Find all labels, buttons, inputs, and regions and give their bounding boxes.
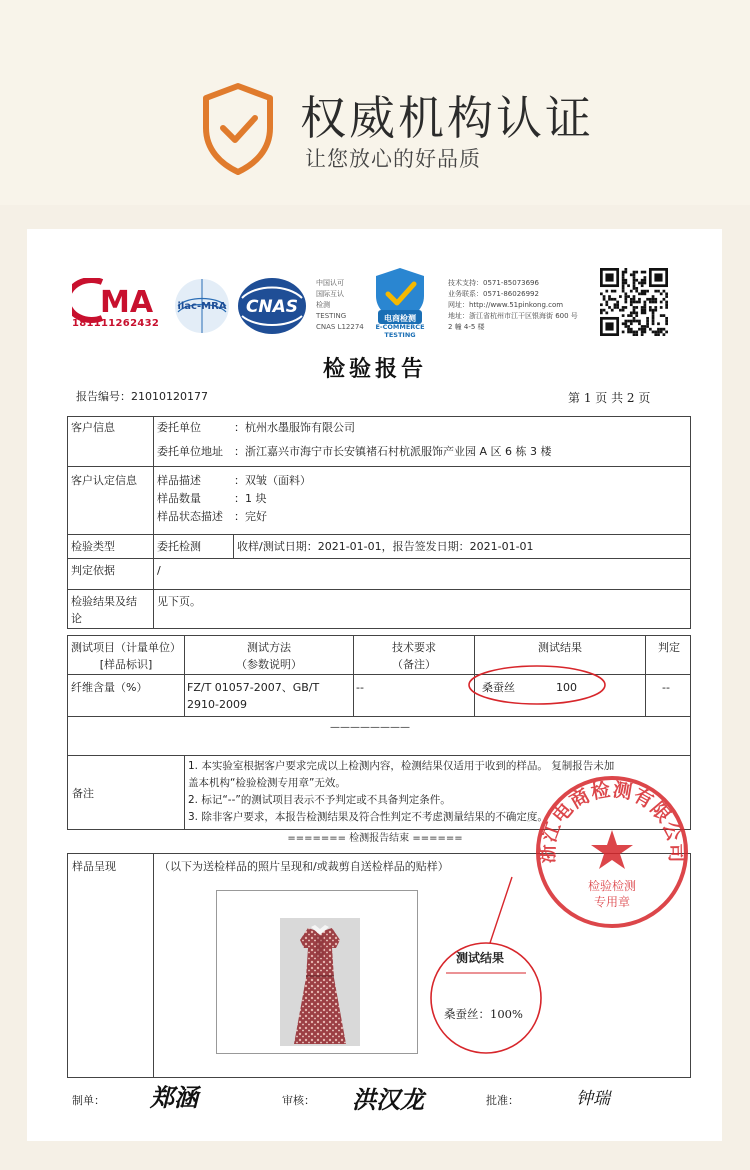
shield-check-icon (200, 82, 276, 176)
result-highlight-circle (466, 663, 608, 707)
ilac-label: ilac-MRA (177, 301, 227, 312)
report-end-line: ======= 检测报告结束 ====== (287, 833, 463, 844)
callout-title: 测试结果 (456, 951, 505, 965)
cnas-logo-icon (236, 276, 308, 336)
reviewer-signature: 洪汉龙 (352, 1085, 424, 1114)
col-item-header: 测试项目（计量单位） [样品标识] (71, 641, 181, 671)
report-number: 报告编号：21010120177 (76, 390, 208, 403)
col-requirement-header: 技术要求 （备注） (392, 641, 436, 671)
approver-signature: 钟瑞 (576, 1089, 610, 1109)
maker-label: 制单： (72, 1094, 105, 1107)
sample-qty-label: 样品数量 (157, 492, 201, 505)
cnas-info: 中国认可 国际互认 检测 TESTING CNAS L12274 (316, 279, 364, 331)
contact-info: 技术支持：0571-85073696 业务联系：0571-86026992 网址：http://www.51pinkong.com 地址：浙江省杭州市江干区银海街 600 号 2 幢 4-5 楼 (448, 279, 578, 331)
sample-state-value: ：完好 (234, 510, 267, 523)
cnas-label: CNAS (245, 297, 299, 317)
test-type-value: 委托检测 (157, 540, 201, 553)
ecom-label: E-COMMERCE TESTING (375, 323, 425, 339)
table-divider: ———————— (330, 722, 410, 733)
cma-number: 181111262432 (72, 318, 160, 329)
client-address-value: ：浙江嘉兴市海宁市长安镇褚石村杭派服饰产业园 A 区 6 栋 3 楼 (234, 445, 552, 458)
client-address-label: 委托单位地址 (157, 445, 223, 458)
row-item: 纤维含量（%） (71, 681, 148, 694)
col-method-header: 测试方法 （参数说明） (236, 641, 302, 671)
client-info-label: 客户信息 (71, 421, 115, 434)
page-indicator: 第 1 页 共 2 页 (568, 391, 651, 405)
maker-signature: 郑涵 (150, 1083, 198, 1112)
page-title: 权威机构认证 (300, 91, 594, 145)
row-method: FZ/T 01057-2007、GB/T 2910-2009 (187, 681, 320, 711)
remarks-label: 备注 (72, 787, 94, 800)
basis-label: 判定依据 (71, 564, 115, 577)
page-subtitle: 让您放心的好品质 (305, 147, 481, 171)
sample-desc-value: ：双皱（面料） (234, 474, 311, 487)
report-title: 检验报告 (322, 356, 427, 382)
client-unit-value: ：杭州水墨服饰有限公司 (234, 421, 355, 434)
sample-note: （以下为送检样品的照片呈现和/或裁剪自送检样品的贴样） (159, 860, 449, 873)
basis-value: / (157, 564, 161, 577)
stamp-name: 浙江电商检测有限公司 (536, 778, 688, 864)
reviewer-label: 审核： (282, 1094, 315, 1107)
col-result-header: 测试结果 (538, 641, 582, 654)
row-requirement: -- (356, 681, 364, 694)
qr-code-icon (600, 268, 668, 336)
ilac-mra-logo-icon (172, 276, 232, 336)
client-unit-label: 委托单位 (157, 421, 201, 434)
official-stamp-icon (532, 772, 692, 932)
approver-label: 批准： (486, 1094, 519, 1107)
col-judge-header: 判定 (658, 641, 680, 654)
row-value: 100 (556, 681, 577, 694)
test-dates: 收样/测试日期：2021-01-01，报告签发日期：2021-01-01 (237, 540, 534, 553)
customer-confirm-label: 客户认定信息 (71, 474, 137, 487)
remarks-text: 1. 本实验室根据客户要求完成以上检测内容，检测结果仅适用于收到的样品。 复制报告未加 盖本机构“检验检测专用章”无效。 2. 标记“--”的测试项目表示不予判定或不具备判定条件。 3. 除非客户要求，本报告检测结果及符合性判定不考虑测量结果的不确定度。 (188, 760, 615, 823)
dress-photo-icon (280, 918, 360, 1046)
cma-label: MA (100, 285, 154, 320)
stamp-sub-1: 检验检测 (587, 879, 637, 893)
ecom-badge: 电商检测 (384, 314, 416, 323)
row-fiber: 桑蚕丝 (482, 681, 515, 694)
sample-state-label: 样品状态描述 (157, 510, 223, 523)
conclusion-value: 见下页。 (157, 595, 201, 608)
sample-qty-value: ：1 块 (234, 492, 267, 505)
callout-value: 桑蚕丝：100% (444, 1007, 523, 1021)
sample-label: 样品呈现 (72, 860, 116, 873)
stamp-sub-2: 专用章 (593, 895, 631, 909)
sample-desc-label: 样品描述 (157, 474, 201, 487)
conclusion-label: 检验结果及结 论 (71, 595, 137, 625)
row-judge: -- (662, 681, 670, 694)
ecommerce-testing-logo-icon (364, 266, 436, 330)
test-type-label: 检验类型 (71, 540, 115, 553)
